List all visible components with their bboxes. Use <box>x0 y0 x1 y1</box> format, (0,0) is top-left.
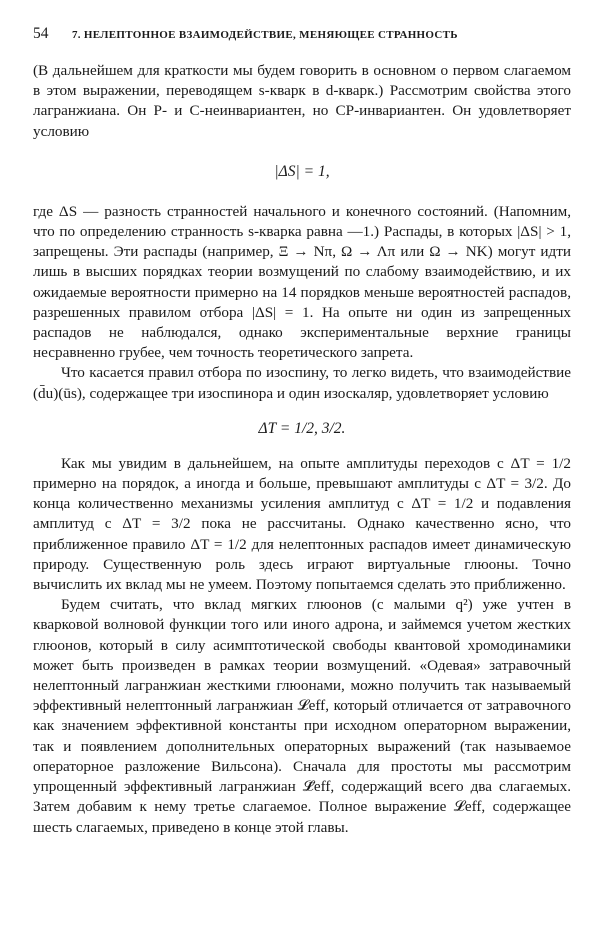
paragraph-5: Будем считать, что вклад мягких глюонов (с малыми q²) уже учтен в кварковой волновой функции того или иного адрона, и займемся учетом жестких глюонов, который в силу асимптотической свободы квантовой хромодинамики может быть произведен в рамках теории возмущений. «Одевая» затравочный нелептонный лагранжиан жесткими глюонами, можно получить так называемый эффективный нелептонный лагранжиан 𝓛eff, который отличается от затравочного как значением эффективной константы при исходном операторном выражении, так и появлением дополнительных операторных выражений (так называемое операторное разложение Вильсона). Сначала для простоты мы рассмотрим упрощенный эффективный лагранжиан 𝓛̃eff, содержащий всего два слагаемых. Затем добавим к нему третье слагаемое. Полное выражение 𝓛eff, содержащее шесть слагаемых, приведено в конце этой главы. <box>33 596 571 836</box>
paragraph-1: (В дальнейшем для краткости мы будем говорить в основном о первом слагаемом в этом выражении, переводящем s-кварк в d-кварк.) Рассмотрим свойства этого лагранжиана. Он P- и C-неинвариантен, но CP-инвариантен. Он удовлетворяет условию <box>33 62 571 140</box>
paragraph-2: где ΔS — разность странностей начального и конечного состояний. (Напомним, что по определению странность s-кварка равна —1.) Распады, в которых |ΔS| > 1, запрещены. Эти распады (например, Ξ → Nπ, Ω → Λπ или Ω → NK) могут идти лишь в высших порядках теории возмущений по слабому взаимодействию, и их ожидаемые вероятности примерно на 14 порядков меньше вероятностей распадов, разрешенных правилом отбора |ΔS| = 1. На опыте ни один из запрещенных распадов не наблюдался, однако экспериментальные верхние границы несравненно грубее, чем точность теоретического запрета. <box>33 202 571 362</box>
page-header <box>33 24 573 45</box>
running-title: 7. НЕЛЕПТОННОЕ ВЗАИМОДЕЙСТВИЕ, МЕНЯЮЩЕЕ СТРАННОСТЬ <box>72 29 458 41</box>
formula-delta-t: ΔT = 1/2, 3/2. <box>258 419 346 437</box>
formula-delta-s: |ΔS| = 1, <box>274 162 330 180</box>
page-number: 54 <box>33 25 49 42</box>
paragraph-3: Что касается правил отбора по изоспину, то легко видеть, что взаимодействие (d̄u)(ūs), содержащее три изоспинора и один изоскаляр, удовлетворяет условию <box>33 364 571 402</box>
paragraph-4: Как мы увидим в дальнейшем, на опыте амплитуды переходов с ΔT = 1/2 примерно на порядок, а иногда и больше, превышают амплитуды с ΔT = 3/2. До конца количественно механизмы усиления амплитуд с ΔT = 1/2 и подавления амплитуд с ΔT = 3/2 пока не рассчитаны. Однако качественно ясно, что приближенное правило ΔT = 1/2 для нелептонных распадов имеет динамическую природу. Существенную роль здесь играют виртуальные глюоны. Точно вычислить их вклад мы не умеем. Поэтому попытаемся сделать это приближенно. <box>33 454 571 594</box>
body-text <box>33 61 571 838</box>
